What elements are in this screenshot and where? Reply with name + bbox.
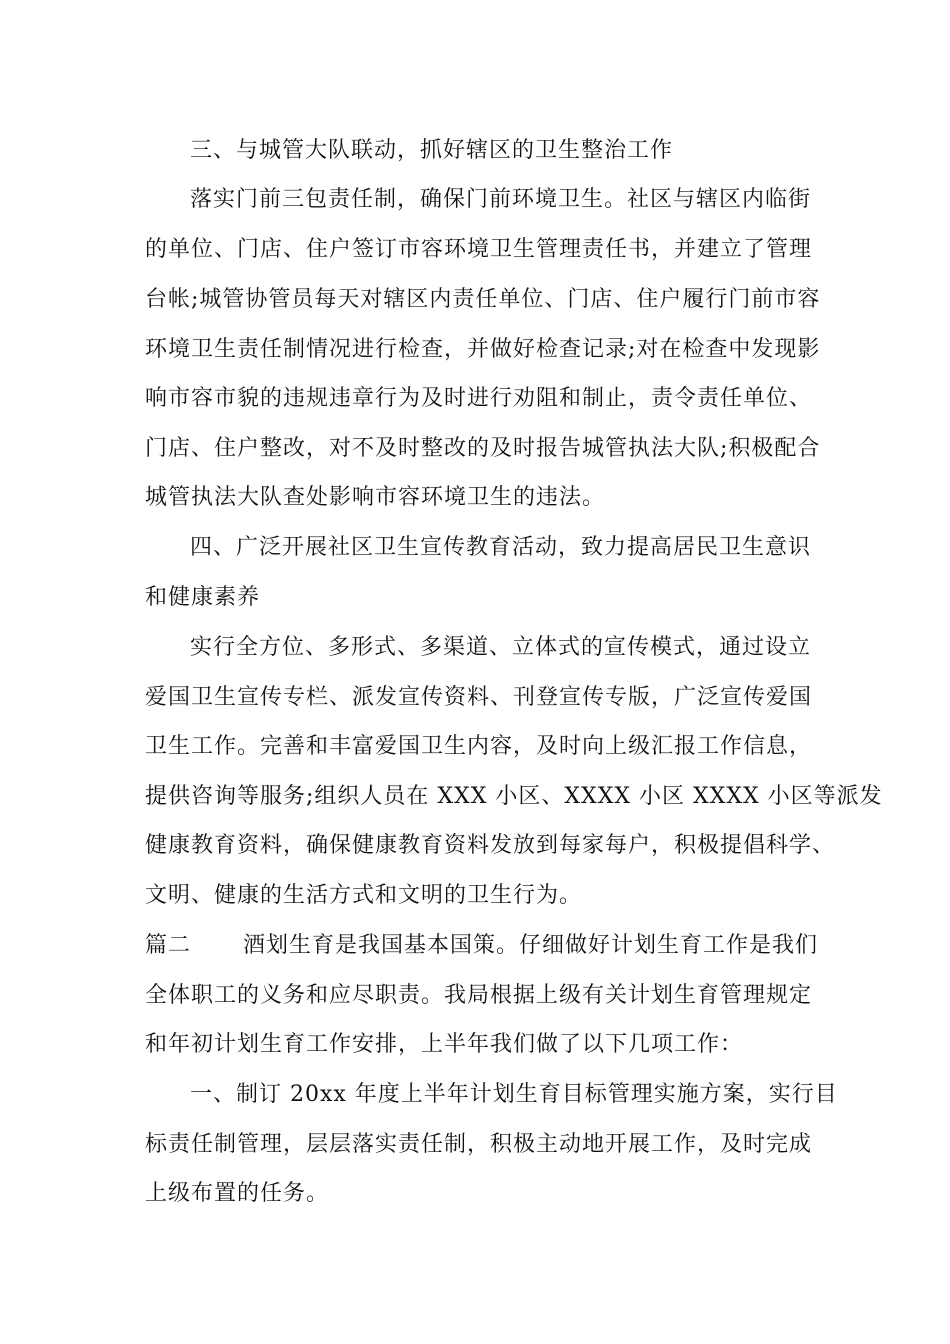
paragraph-line: 城管执法大队查处影响市容环境卫生的违法。 xyxy=(145,485,606,510)
paragraph-line: 实行全方位、多形式、多渠道、立体式的宣传模式，通过设立 xyxy=(190,635,812,660)
paragraph-line: 落实门前三包责任制，确保门前环境卫生。社区与辖区内临街 xyxy=(190,187,812,212)
paragraph-line: 卫生工作。完善和丰富爱国卫生内容，及时向上级汇报工作信息， xyxy=(145,734,813,759)
paragraph-line: 门店、住户整改，对不及时整改的及时报告城管执法大队;积极配合 xyxy=(145,436,821,461)
paragraph-line: 上级布置的任务。 xyxy=(145,1181,330,1206)
paragraph-line: 健康教育资料，确保健康教育资料发放到每家每户，积极提倡科学、 xyxy=(145,833,836,858)
paragraph-line: 响市容市貌的违规违章行为及时进行劝阻和制止，责令责任单位、 xyxy=(145,386,813,411)
paragraph-text: 酒划生育是我国基本国策。仔细做好计划生育工作是我们 xyxy=(243,933,819,958)
part-two-line xyxy=(145,931,818,961)
paragraph-line: 台帐;城管协管员每天对辖区内责任单位、门店、住户履行门前市容 xyxy=(145,287,821,312)
paragraph-line: 爱国卫生宣传专栏、派发宣传资料、刊登宣传专版，广泛宣传爱国 xyxy=(145,685,813,710)
paragraph-line: 提供咨询等服务;组织人员在 XXX 小区、XXXX 小区 XXXX 小区等派发 xyxy=(145,784,883,809)
paragraph-line: 标责任制管理，层层落实责任制，积极主动地开展工作，及时完成 xyxy=(145,1132,813,1157)
paragraph-line: 的单位、门店、住户签订市容环境卫生管理责任书，并建立了管理 xyxy=(145,237,813,262)
heading-section-4-cont: 和健康素养 xyxy=(145,585,261,610)
paragraph-line: 和年初计划生育工作安排，上半年我们做了以下几项工作： xyxy=(145,1032,744,1057)
heading-section-4: 四、广泛开展社区卫生宣传教育活动，致力提高居民卫生意识 xyxy=(190,535,812,560)
paragraph-line: 文明、健康的生活方式和文明的卫生行为。 xyxy=(145,883,583,908)
part-two-label: 篇二 xyxy=(145,933,192,958)
paragraph-line: 全体职工的义务和应尽职责。我局根据上级有关计划生育管理规定 xyxy=(145,983,813,1008)
heading-section-3: 三、与城管大队联动，抓好辖区的卫生整治工作 xyxy=(190,138,674,163)
paragraph-line: 环境卫生责任制情况进行检查，并做好检查记录;对在检查中发现影 xyxy=(145,337,821,362)
paragraph-line: 一、制订 20xx 年度上半年计划生育目标管理实施方案，实行目 xyxy=(190,1082,838,1107)
